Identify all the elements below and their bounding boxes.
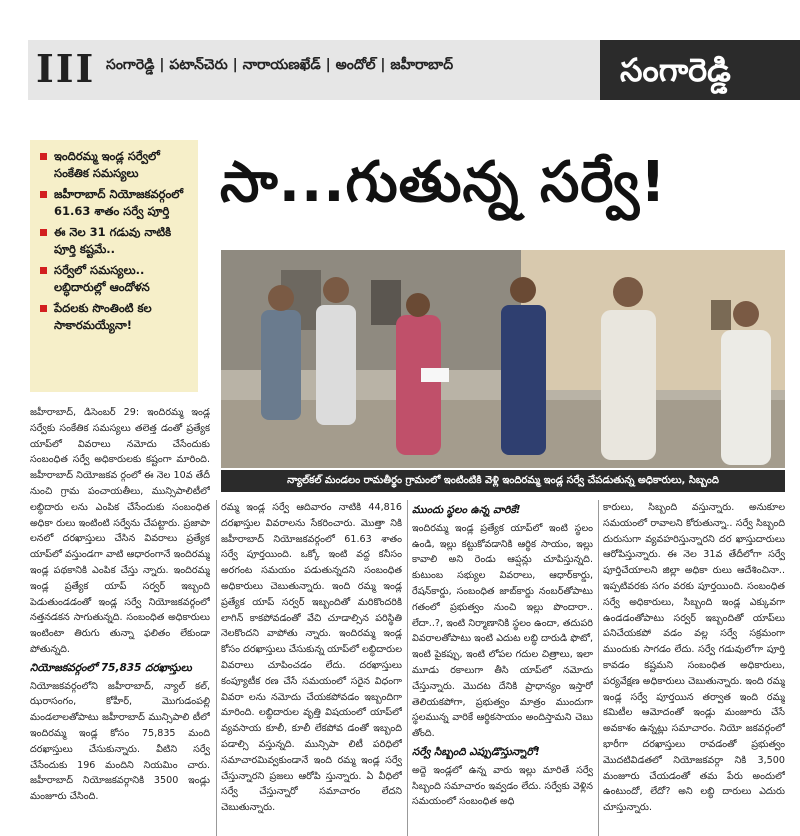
paragraph: రమ్మ ఇండ్ల సర్వే ఆదివారం నాటికి 44,816 దరఖాస్తుల వివరాలను సేకరించారు. మొత్తా నికి జహీరాబాద్ నియోజకవర్గంలో 61.63 శాతం సర్వే పూర్తయింది. ఒక్కో ఇంటి వద్ద కనీసం అరగంట సమయం పడుతున్నదని సంబంధిత అధికారులు చెబుతున్నారు. ఇంది రమ్మ ఇండ్ల ప్రత్యేక యాప్ సర్వర్ ఇబ్బందితో మరికొందరికి లాగిన్ కాకపోవడంతో వేచి చూడాల్సిన పరిస్థితి నెలకొందని వాపోతు న్నారు. ఇందిరమ్మ ఇండ్ల కోసం దరఖాస్తులు చేసుకున్న యాప్‌లో లబ్ధిదారుల వివరాలు చూపించడం లేదు. దరఖాస్తులు కంప్యూటీక రణ చేసే సమయంలో సరైన విధంగా వివరా లను నమోదు చేయకపోవడం ఇబ్బందిగా మారింది. లబ్ధిదారుల వృత్తి విషయంలో యాప్‌లో వ్యవసాయ కూలీ, కూలీ లేకపోవ డంతో ఇబ్బంది పడాల్సి వస్తున్నది. మున్సిపా లిటీ పరిధిలో సమాచారమివ్వకుండానే ఇంది రమ్మ ఇండ్ల సర్వే చేస్తున్నారని ప్రజలు ఆరోపి స్తున్నారు. ఏ వీధిలో సర్వే చేస్తున్నారో సమాచారం లేదని చెబుతున్నారు. bbox=[221, 502, 402, 814]
section-roman-numeral: III bbox=[36, 46, 96, 91]
article-column-2 bbox=[221, 500, 402, 836]
subheading: ముందు స్థలం ఉన్న వారికే! bbox=[412, 504, 521, 516]
highlight-item: పేదలకు సొంతింటి కల సాకారమయ్యేనా! bbox=[40, 300, 192, 334]
paragraph: జహీరాబాద్, డిసెంబర్ 29: ఇందిరమ్మ ఇండ్ల సర్వేకు సంకేతిక సమస్యలు తలెత్త డంతో ప్రత్యేక యాప్‌లో వివరాలు నమోదు చేసేందుకు సంబంధిత సర్వే అధికారులకు కష్టంగా మారింది. జహీరాబాద్ నియోజకవ ర్గంలో ఈ నెల 10వ తేదీ నుంచి గ్రామ పంచాయతీలు, మున్సిపాలిటీలో లబ్ధిదారు లను ఎంపిక చేసేందుకు సంబంధిత అధికా రులు ఇంటింటి సర్వేను చేపట్టారు. ప్రజాపా లనలో దరఖాస్తులు చేసిన వివరాలు ప్రత్యేక యాప్‌లో వస్తుండగా వాటి ఆధారంగానే ఇందిరమ్మ ఇండ్ల పథకానికి ఎంపిక చేస్తు న్నారు. ఇందిరమ్మ ఇండ్ల ప్రత్యేక యాప్ సర్వర్ ఇబ్బంది పెడుతుండడంతో ఇండ్ల సర్వే నియోజకవర్గంలో నత్తనడకన సాగుతున్నది. సంబంధిత అధికారులు ఇంటింటా తిరుగు తున్నా ఫలితం లేకుండా పోతున్నది. bbox=[30, 407, 210, 655]
bullet-icon bbox=[40, 191, 47, 198]
news-photo bbox=[221, 250, 785, 468]
bullet-icon bbox=[40, 305, 47, 312]
paragraph: అద్దె ఇండ్లలో ఉన్న వారు ఇల్లు మారితే సర్వే సిబ్బంది సమాచారం ఇవ్వడం లేదు. సర్వేకు వెళ్లిన సమయంలో సంబంధిత అధి bbox=[412, 764, 593, 808]
section-header bbox=[28, 40, 800, 100]
article-column-1 bbox=[30, 405, 210, 836]
bullet-icon bbox=[40, 153, 47, 160]
photo-illustration bbox=[221, 250, 785, 468]
column-divider bbox=[598, 500, 599, 836]
paragraph: కారులు, సిబ్బంది వస్తున్నారు. అనుకూల సమయంలో రావాలని కోరుతున్నా.. సర్వే సిబ్బంది దురుసుగా వ్యవహరిస్తున్నారని దర ఖాస్తుదారులు ఆరోపిస్తున్నారు. ఈ నెల 31వ తేదీలోగా సర్వే పూర్తిచేయాలని జిల్లా అధికా రులు ఆదేశించినా.. ఇప్పటివరకు సగం వరకు పూర్తయింది. సంబంధిత సర్వే అధికారులు, సిబ్బంది ఇండ్ల ఎక్కువగా ఉండడంతోపాటు సర్వర్ ఇబ్బందితో యాప్‌లు పనిచేయకపో వడం వల్ల సర్వే సక్రమంగా ముందుకు సాగడం లేదు. సర్వే గడువులోగా పూర్తి కావడం కష్టమని సంబంధిత అధికారులు, పర్యవేక్షణ అధికారులు చెబుతున్నారు. ఇంది రమ్మ ఇండ్ల సర్వే పూర్తయిన తర్వాత ఇంది రమ్మ కమిటీల ఆమోదంతో ఇండ్లు మంజూరు చేసే అవకాశం ఉన్నట్లు సమాచారం. నియో జకవర్గంలో భారీగా దరఖాస్తులు రావడంతో ప్రభుత్వం మొదటివిడతలో నియోజకవర్గా నికి 3,500 మంజూరు చేయడంతో తమ పేరు అందులో ఉంటుందో, లేదో? అని లబ్ధి దారులు ఎదురు చూస్తున్నారు. bbox=[603, 502, 785, 814]
highlight-item: సర్వేలో సమస్యలు.. లబ్ధిదారుల్లో ఆందోళన bbox=[40, 262, 192, 296]
article-column-4 bbox=[603, 500, 785, 836]
column-divider bbox=[216, 500, 217, 836]
district-banner: సంగారెడ్డి bbox=[600, 40, 800, 100]
bullet-icon bbox=[40, 229, 47, 236]
subheading: నియోజకవర్గంలో 75,835 దరఖాస్తులు bbox=[30, 661, 192, 674]
article-column-3 bbox=[412, 500, 593, 836]
paragraph: నియోజకవర్గంలోని జహీరాబాద్, న్యాల్ కల్, ఝరాసంగం, కోహీర్, మొగుడంపల్లి మండలాలతోపాటు జహీరాబాద్ మున్సిపాలి టీలో ఇందిరమ్మ ఇండ్ల కోసం 75,835 మంది దరఖాస్తులు చేసుకున్నారు. వీటిని సర్వే చేసేందుకు 196 మందిని నియమిం చారు. జహీరాబాద్ నియోజకవర్గానికి 3500 ఇండ్లు మంజూరు చేసింది. bbox=[30, 680, 210, 803]
subheading: సర్వే సిబ్బంది ఎప్పుడొస్తున్నారో! bbox=[412, 745, 540, 758]
article-headline: సా...గుతున్న సర్వే! bbox=[220, 150, 667, 215]
highlight-item: ఇందిరమ్మ ఇండ్ల సర్వేలో సంకేతిక సమస్యలు bbox=[40, 148, 192, 182]
bullet-icon bbox=[40, 267, 47, 274]
town-list: సంగారెడ్డి | పటాన్‌చెరు | నారాయణఖేడ్ | అందోల్ | జహీరాబాద్ bbox=[106, 57, 454, 73]
highlights-box bbox=[30, 140, 198, 392]
column-divider bbox=[407, 500, 408, 836]
highlight-item: జహీరాబాద్ నియోజకవర్గంలో 61.63 శాతం సర్వే పూర్తి bbox=[40, 186, 192, 220]
paragraph: ఇందిరమ్మ ఇండ్ల ప్రత్యేక యాప్‌లో ఇంటి స్థలం ఉండి, ఇల్లు కట్టుకోవడానికి ఆర్థిక సాయం, ఇల్లు కావాలి అని రెండు ఆప్షన్లు చూపిస్తున్నది. కుటుంబ సభ్యుల వివరాలు, ఆధార్‌కార్డు, రేషన్‌కార్డు, సంబంధిత జాబ్‌కార్డు నంబర్‌తోపాటు గతంలో ప్రభుత్వం నుంచి ఇల్లు పొందారా.. లేదా..?, ఇంటి నిర్మాణానికి స్థలం ఉందా, తదుపరి వివరాలతోపాటు ఇంటి ఎదుట లబ్ధి దారుడి ఫొటో, ఇంటి పైకప్పు, ఇంటి లోపల గదుల చిత్రాలు, ఇలా మూడు రకాలుగా తీసి యాప్‌లో నమోదు చేస్తున్నారు. మొదట దేనికి ప్రాధాన్యం ఇస్తారో తెలియకపోగా, ప్రభుత్వం మాత్రం ముందుగా స్థలమున్న వారికే ఆర్థికసాయం అందిస్తామని చెబు తోంది. bbox=[412, 522, 593, 740]
highlight-item: ఈ నెల 31 గడువు నాటికి పూర్తి కష్టమే.. bbox=[40, 224, 192, 258]
photo-caption: న్యాల్‌కల్ మండలం రామతీర్థం గ్రామంలో ఇంటింటికి వెళ్లి ఇందిరమ్మ ఇండ్ల సర్వే చేపడుతున్న అధికారులు, సిబ్బంది bbox=[221, 470, 785, 492]
